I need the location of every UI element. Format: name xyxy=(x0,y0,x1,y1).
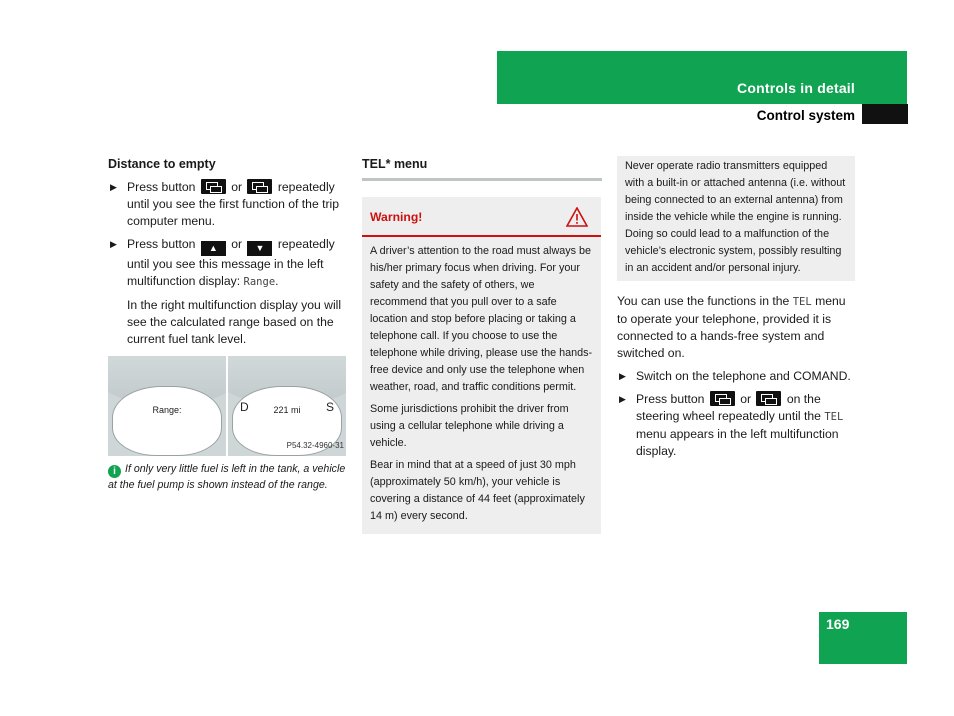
heading-tel-menu: TEL* menu xyxy=(362,157,428,171)
warning-triangle-icon xyxy=(566,207,588,227)
warning-paragraph: Some jurisdictions prohibit the driver from using a cellular telephone while driving a vehicle. xyxy=(370,403,569,449)
step-text: or xyxy=(231,237,243,251)
heading-distance-to-empty: Distance to empty xyxy=(108,157,216,171)
section-subtitle: Control system xyxy=(756,108,855,123)
tel-body xyxy=(617,293,857,460)
warning-header xyxy=(362,197,601,237)
info-note-text: If only very little fuel is left in the tank, a vehicle at the fuel pump is shown instead of the range. xyxy=(108,463,346,491)
up-button-icon: ▲ xyxy=(201,241,226,256)
right-display-d: D xyxy=(240,400,249,414)
page-button-icon xyxy=(756,391,781,406)
step-text: repeatedly until you see this message in the left multifunction display: xyxy=(127,237,335,288)
column-tel-instructions xyxy=(617,162,857,466)
body-text: You can use the functions in the xyxy=(617,294,790,308)
step-text: menu appears in the left multifunction display. xyxy=(636,427,839,458)
step-1 xyxy=(108,179,348,230)
header-band xyxy=(497,51,907,104)
arrow-right-icon: ▶ xyxy=(110,182,117,192)
page-button-icon xyxy=(247,179,272,194)
display-code: Range xyxy=(243,276,276,288)
tel-paragraph xyxy=(617,293,857,362)
image-code: P54.32-4960-31 xyxy=(286,441,344,450)
tel-step-2 xyxy=(617,391,857,460)
column-distance-to-empty xyxy=(108,156,348,493)
warning-box xyxy=(362,197,601,534)
left-display-text: Range: xyxy=(152,405,182,415)
page-button-icon xyxy=(201,179,226,194)
warning-title: Warning! xyxy=(370,210,423,224)
display-code: TEL xyxy=(792,296,812,308)
header-tab-marker xyxy=(862,104,908,124)
right-display-image xyxy=(228,356,346,456)
step-text: or xyxy=(231,180,243,194)
step-text: Press button xyxy=(127,237,196,251)
step-text: repeatedly until you see the first function of the trip computer menu. xyxy=(127,180,340,228)
tel-step-1 xyxy=(617,368,857,385)
info-note xyxy=(108,462,348,493)
step-2: ▶ Press button ▲ or ▼ repeatedly until you see this message in the left multifunction display: Range. xyxy=(110,237,335,288)
info-icon: i xyxy=(108,465,121,478)
body-text: menu to operate your telephone, provided it is connected to a hands-free system and switched on. xyxy=(617,294,846,360)
page-button-icon xyxy=(710,391,735,406)
step-text: on the steering wheel repeatedly until the xyxy=(636,392,821,423)
antenna-warning-box: Never operate radio transmitters equipped with a built-in or attached antenna (i.e. without being connected to an external antenna) from inside the vehicle while the engine is running. Doing so could lead to a malfunction of the vehicle’s electronic system, possibly resulting in an accident and/or personal injury. xyxy=(617,156,855,281)
left-display-image xyxy=(108,356,226,456)
heading-rule xyxy=(362,178,602,181)
display-code: TEL xyxy=(824,411,844,423)
arrow-right-icon: ▶ xyxy=(110,239,117,249)
step-text: Switch on the telephone and COMAND. xyxy=(636,369,851,383)
page-number: 169 xyxy=(826,616,850,632)
step-text: Press button xyxy=(127,180,196,194)
step-text: or xyxy=(740,392,752,406)
arrow-right-icon: ▶ xyxy=(619,394,626,404)
warning-body xyxy=(362,237,601,534)
warning-paragraph: A driver’s attention to the road must always be his/her primary focus when driving. For your safety and the safety of others, we recommend that you pull over to a safe location and stop before placing or taking a telephone call. If you choose to use the telephone while driving, please use the hands-free device and only use the telephone when weather, road, and traffic conditions permit. xyxy=(370,245,593,393)
step-text: Press button xyxy=(636,392,705,406)
warning-paragraph: Bear in mind that at a speed of just 30 mph (approximately 50 km/h), your vehicle is covering a distance of 44 feet (approximately 14 m) every second. xyxy=(370,459,585,522)
section-title: Controls in detail xyxy=(737,80,855,96)
right-display-s: S xyxy=(325,400,334,414)
paragraph-right-display: In the right multifunction display you will see the calculated range based on the current fuel tank level. xyxy=(127,298,342,346)
down-button-icon: ▼ xyxy=(247,241,272,256)
arrow-right-icon: ▶ xyxy=(619,371,626,381)
multifunction-display-images xyxy=(108,356,346,456)
right-display-value: 221 mi xyxy=(273,405,301,415)
column-tel-menu xyxy=(362,156,602,534)
